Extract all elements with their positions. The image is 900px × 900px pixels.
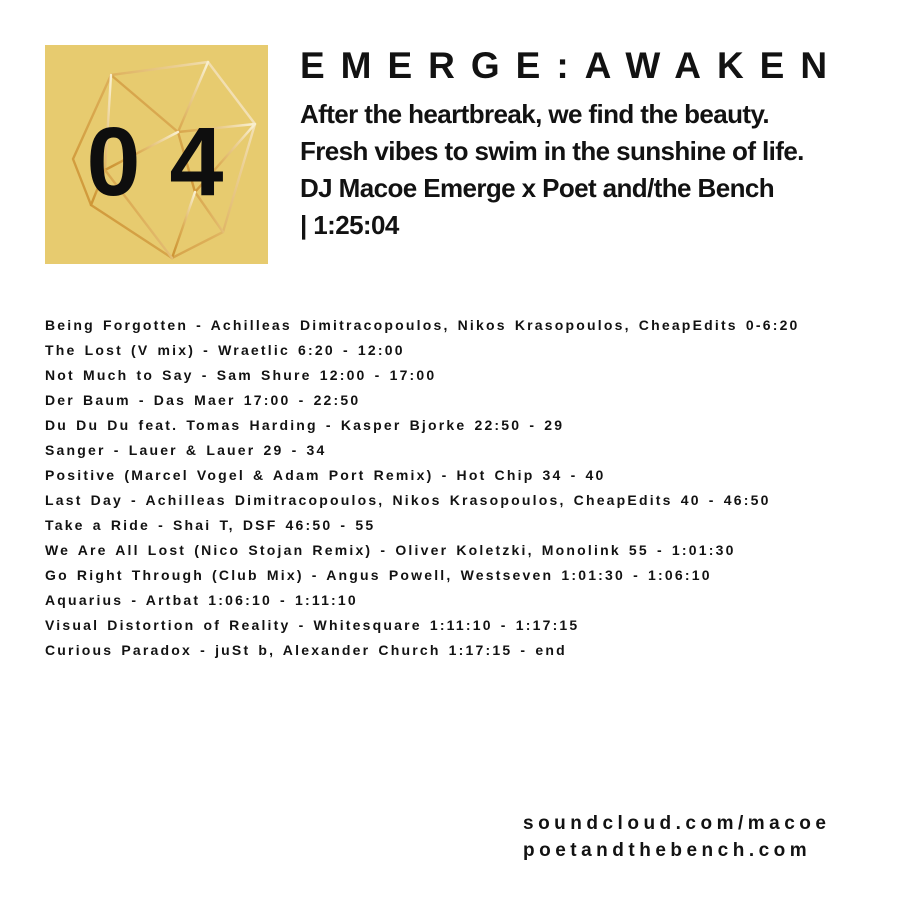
track-item: Curious Paradox - juSt b, Alexander Church 1:17:15 - end <box>45 642 567 658</box>
mix-duration: | 1:25:04 <box>300 210 399 240</box>
tracklist <box>45 313 875 663</box>
track-item: Du Du Du feat. Tomas Harding - Kasper Bjorke 22:50 - 29 <box>45 417 565 433</box>
track-item: Visual Distortion of Reality - Whitesquare 1:11:10 - 1:17:15 <box>45 617 580 633</box>
track-item: Der Baum - Das Maer 17:00 - 22:50 <box>45 392 361 408</box>
description-line-2: Fresh vibes to swim in the sunshine of life. <box>300 136 804 166</box>
track-item: Last Day - Achilleas Dimitracopoulos, Nikos Krasopoulos, CheapEdits 40 - 46:50 <box>45 492 771 508</box>
mix-number: 04 <box>86 106 253 216</box>
soundcloud-url: soundcloud.com/macoe <box>523 813 831 834</box>
description-line-3: DJ Macoe Emerge x Poet and/the Bench <box>300 173 774 203</box>
track-item: Take a Ride - Shai T, DSF 46:50 - 55 <box>45 517 376 533</box>
track-item: Positive (Marcel Vogel & Adam Port Remix) - Hot Chip 34 - 40 <box>45 467 606 483</box>
track-item: Go Right Through (Club Mix) - Angus Powell, Westseven 1:01:30 - 1:06:10 <box>45 567 712 583</box>
track-item: We Are All Lost (Nico Stojan Remix) - Oliver Koletzki, Monolink 55 - 1:01:30 <box>45 542 736 558</box>
mix-number-badge <box>45 45 268 264</box>
website-url: poetandthebench.com <box>523 840 812 861</box>
track-item: Sanger - Lauer & Lauer 29 - 34 <box>45 442 327 458</box>
mix-description <box>300 96 880 244</box>
track-item: The Lost (V mix) - Wraetlic 6:20 - 12:00 <box>45 342 405 358</box>
track-item: Being Forgotten - Achilleas Dimitracopoulos, Nikos Krasopoulos, CheapEdits 0-6:20 <box>45 317 800 333</box>
header <box>300 44 880 244</box>
mix-title: EMERGE:AWAKEN <box>300 45 844 86</box>
footer <box>523 810 830 864</box>
description-line-1: After the heartbreak, we find the beauty. <box>300 99 770 129</box>
track-item: Aquarius - Artbat 1:06:10 - 1:11:10 <box>45 592 358 608</box>
track-item: Not Much to Say - Sam Shure 12:00 - 17:00 <box>45 367 437 383</box>
